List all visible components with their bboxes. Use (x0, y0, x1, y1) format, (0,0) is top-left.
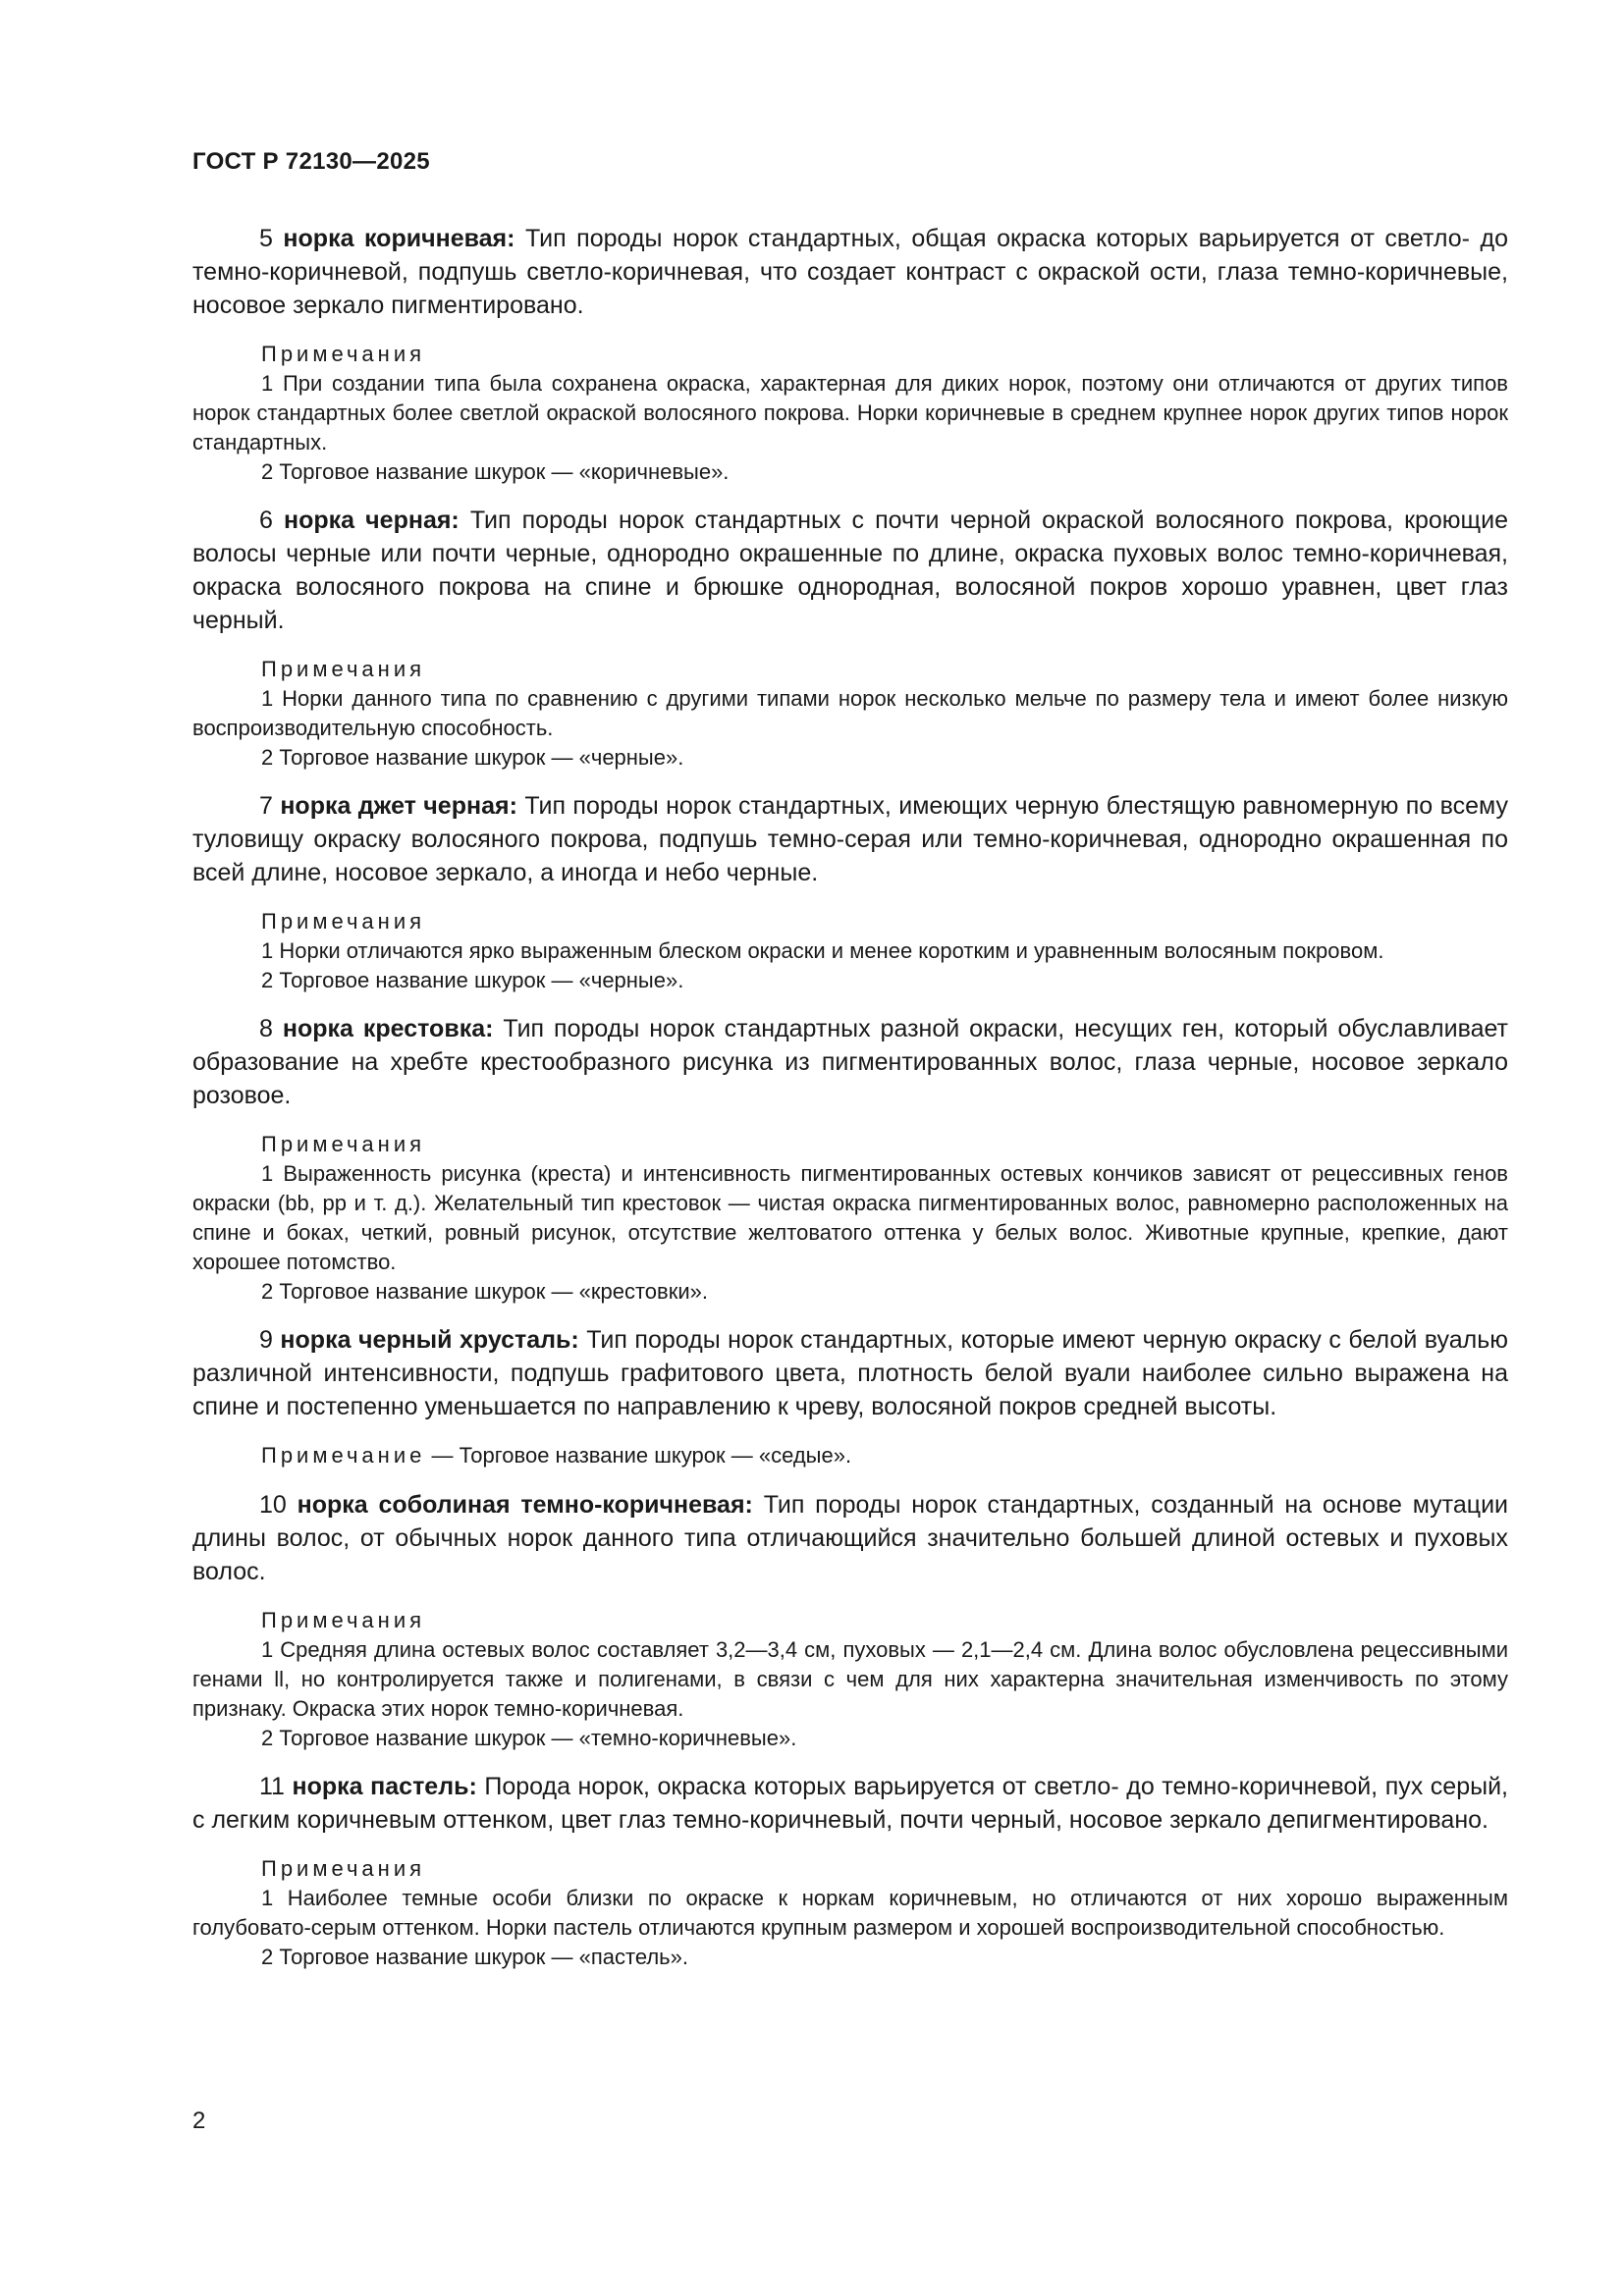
term-definition: Тип породы норок стандартных, созданный на основе мутации длины волос, от обычных норок данного типа отличающийся значительно большей длиной остевых и пуховых волос. (192, 1491, 1508, 1585)
term-title: норка черная: (284, 507, 460, 534)
note-text: — Торговое название шкурок — «седые». (425, 1443, 852, 1468)
note-item: 2 Торговое название шкурок — «черные». (261, 968, 684, 992)
term-entry (192, 504, 1508, 637)
note-item: 2 Торговое название шкурок — «крестовки». (261, 1279, 708, 1304)
term-number: 10 (259, 1491, 287, 1519)
note-label: Примечание (261, 1443, 426, 1468)
notes-heading: Примечания (261, 1856, 426, 1881)
note-item: 2 Торговое название шкурок — «пастель». (261, 1945, 688, 1969)
term-entry (192, 789, 1508, 889)
term-entry (192, 1488, 1508, 1588)
notes-heading: Примечания (261, 342, 426, 366)
term-title: норка крестовка: (282, 1015, 494, 1042)
note-item: 1 Выраженность рисунка (креста) и интенсивность пигментированных остевых кончиков зависят от рецессивных генов окраски (bb, pp и т. д.). Желательный тип крестовок — чистая окраска пигментированных волос, равномерно расположенных на спине и боках, четкий, ровный рисунок, отсутствие желтоватого оттенка у белых волос. Животные крупные, крепкие, дают хорошее потомство. (192, 1161, 1508, 1274)
note-item: 1 Норки данного типа по сравнению с другими типами норок несколько мельче по размеру тела и имеют более низкую воспроизводительную способность. (192, 686, 1508, 740)
term-title: норка соболиная темно-коричневая: (297, 1491, 753, 1519)
note-item: 1 Норки отличаются ярко выраженным блеском окраски и менее коротким и уравненным волосяным покровом. (261, 938, 1384, 963)
term-number: 9 (259, 1326, 273, 1354)
note-item: 2 Торговое название шкурок — «темно-коричневые». (261, 1726, 797, 1750)
note-item: 1 При создании типа была сохранена окраска, характерная для диких норок, поэтому они отличаются от других типов норок стандартных более светлой окраской волосяного покрова. Норки коричневые в среднем крупнее норок других типов норок стандартных. (192, 371, 1508, 454)
term-title: норка пастель: (292, 1773, 477, 1800)
notes-block (192, 907, 1508, 995)
document-body (192, 222, 1508, 1989)
term-title: норка коричневая: (283, 225, 515, 252)
term-number: 7 (259, 792, 273, 820)
term-number: 8 (259, 1015, 273, 1042)
term-definition: Тип породы норок стандартных разной окраски, несущих ген, который обуславливает образование на хребте крестообразного рисунка из пигментированных волос, глаза черные, носовое зеркало розовое. (192, 1015, 1509, 1109)
term-title: норка джет черная: (280, 792, 517, 820)
term-number: 5 (259, 225, 273, 252)
term-definition: Тип породы норок стандартных, общая окраска которых варьируется от светло- до темно-коричневой, подпушь светло-коричневая, что создает контраст с окраской ости, глаза темно-коричневые, носовое зеркало пигментировано. (192, 225, 1508, 319)
notes-block (192, 1606, 1508, 1753)
note-item: 1 Наиболее темные особи близки по окраске к норкам коричневым, но отличаются от них хорошо выраженным голубовато-серым оттенком. Норки пастель отличаются крупным размером и хорошей воспроизводительной способностью. (192, 1886, 1508, 1940)
document-header: ГОСТ Р 72130—2025 (192, 148, 430, 175)
notes-block (192, 1854, 1508, 1972)
page-number: 2 (192, 2108, 206, 2134)
term-definition: Тип породы норок стандартных, которые имеют черную окраску с белой вуалью различной интенсивности, подпушь графитового цвета, плотность белой вуали наиболее сильно выражена на спине и постепенно уменьшается по направлению к чреву, волосяной покров средней высоты. (192, 1326, 1509, 1420)
term-entry (192, 1770, 1508, 1837)
notes-block (192, 1130, 1508, 1307)
term-entry (192, 1323, 1508, 1423)
notes-heading: Примечания (261, 909, 426, 934)
note-item: 2 Торговое название шкурок — «черные». (261, 745, 684, 770)
term-entry (192, 222, 1508, 322)
notes-heading: Примечания (261, 1132, 426, 1156)
term-definition: Тип породы норок стандартных, имеющих черную блестящую равномерную по всему туловищу окраску волосяного покрова, подпушь темно-серая или темно-коричневая, однородно окрашенная по всей длине, носовое зеркало, а иногда и небо черные. (192, 792, 1508, 886)
term-definition: Тип породы норок стандартных с почти черной окраской волосяного покрова, кроющие волосы черные или почти черные, однородно окрашенные по длине, окраска пуховых волос темно-коричневая, окраска волосяного покрова на спине и брюшке однородная, волосяной покров хорошо уравнен, цвет глаз черный. (192, 507, 1508, 634)
notes-heading: Примечания (261, 1608, 426, 1632)
term-entry (192, 1012, 1508, 1112)
term-title: норка черный хрусталь: (280, 1326, 579, 1354)
term-definition: Порода норок, окраска которых варьируется от светло- до темно-коричневой, пух серый, с легким коричневым оттенком, цвет глаз темно-коричневый, почти черный, носовое зеркало депигментировано. (192, 1773, 1508, 1834)
single-note (192, 1441, 1508, 1470)
notes-heading: Примечания (261, 657, 426, 681)
notes-block (192, 655, 1508, 773)
term-number: 11 (259, 1773, 285, 1800)
note-item: 2 Торговое название шкурок — «коричневые». (261, 459, 730, 484)
note-item: 1 Средняя длина остевых волос составляет 3,2—3,4 см, пуховых — 2,1—2,4 см. Длина волос обусловлена рецессивными генами ll, но контролируется также и полигенами, в связи с чем для них характерна значительная изменчивость по этому признаку. Окраска этих норок темно-коричневая. (192, 1637, 1508, 1721)
notes-block (192, 340, 1508, 487)
term-number: 6 (259, 507, 273, 534)
